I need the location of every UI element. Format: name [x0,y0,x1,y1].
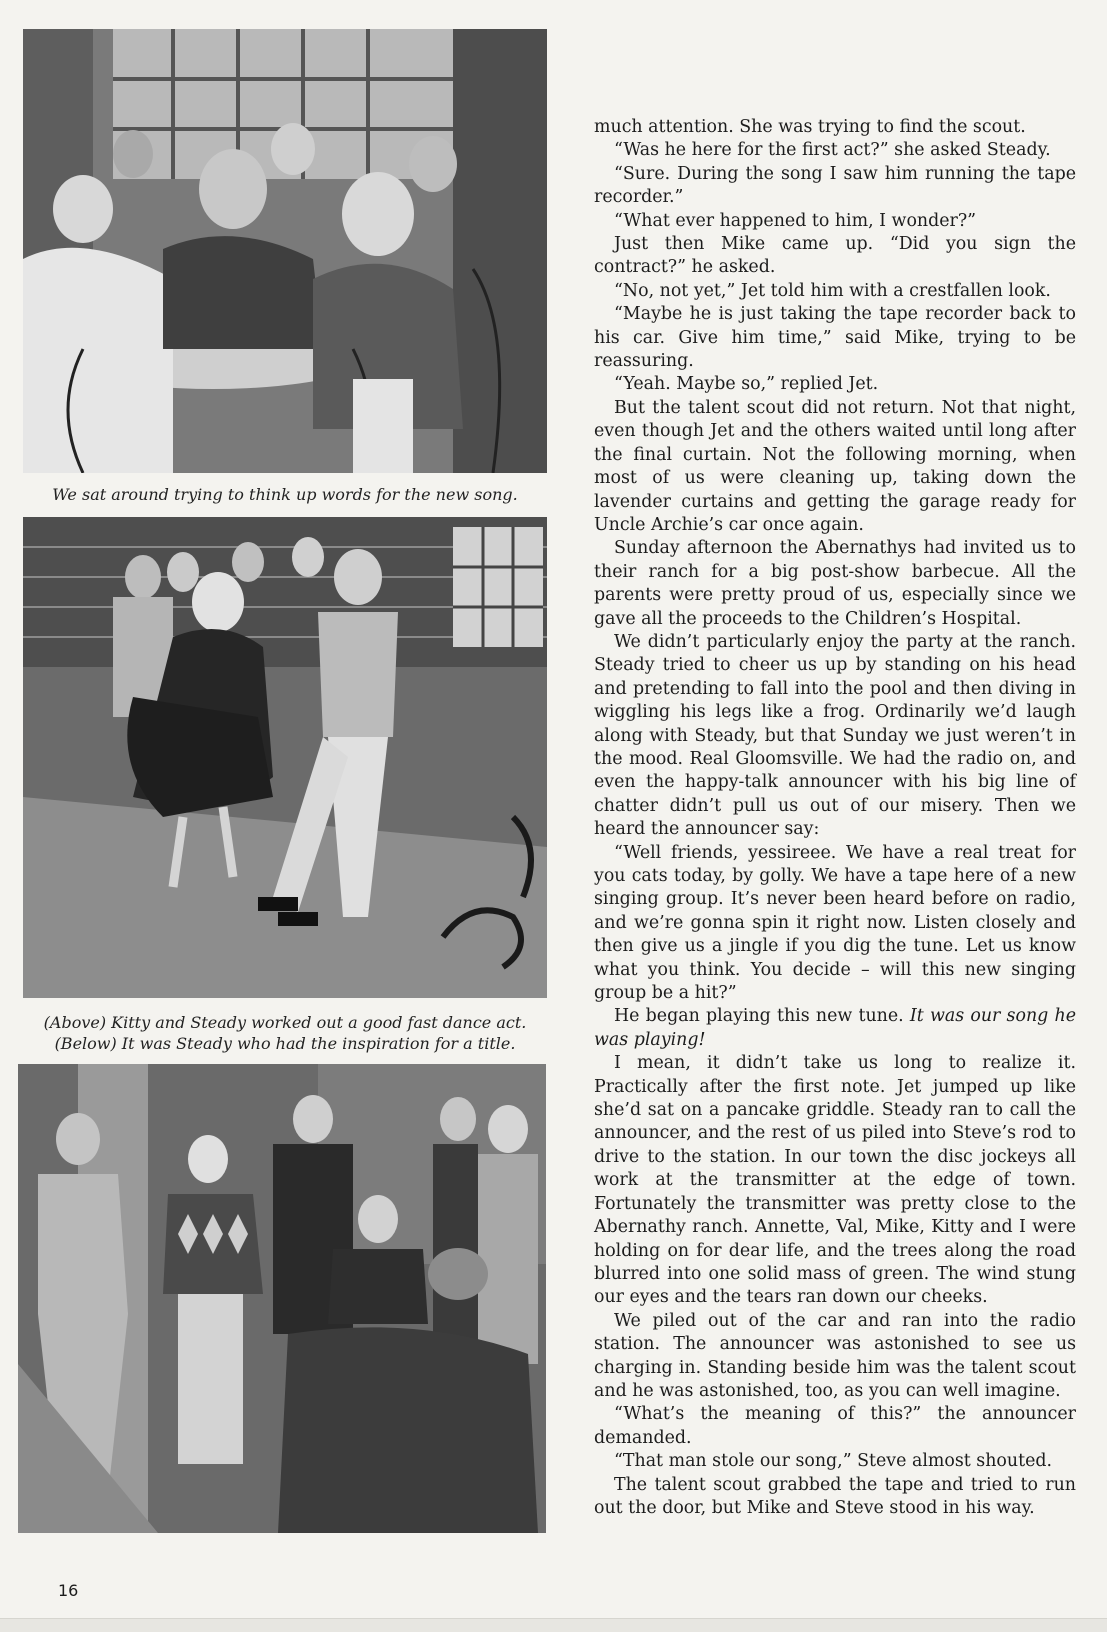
caption-middle-photos [23,1012,547,1054]
paragraph: Sunday afternoon the Abernathys had invited us to their ranch for a big post-show barbecue. All the parents were pretty proud of us, especially since we gave all the proceeds to the Children’s Hospital. [594,538,1076,629]
photo-teens-at-table-illustration [23,29,547,473]
paragraph: “No, not yet,” Jet told him with a crestfallen look. [614,280,1051,301]
photo-dance-act [23,517,547,998]
paragraph: “Maybe he is just taking the tape recorder back to his car. Give him time,” said Mike, trying to be reassuring. [594,304,1076,372]
paragraph-with-italic [594,1005,1076,1052]
paragraph: I mean, it didn’t take us long to realize it. Practically after the first note. Jet jumped up like she’d sat on a pancake griddle. Steady ran to call the announcer, and the rest of us piled into Steve’s rod to drive to the station. In our town the disc jockeys all work at the transmitter at the edge of town. Fortunately the transmitter was pretty close to the Abernathy ranch. Annette, Val, Mike, Kitty and I were holding on for dear life, and the trees along the road blurred into one solid mass of green. The wind stung our eyes and the tears ran down our cheeks. [594,1053,1076,1308]
caption-above: (Above) Kitty and Steady worked out a good fast dance act. [43,1013,527,1032]
photo-group-living-room [18,1064,546,1533]
paragraph: Just then Mike came up. “Did you sign the contract?” he asked. [594,234,1076,278]
paragraph: “Was he here for the first act?” she asked Steady. [614,140,1051,161]
paragraph: “Yeah. Maybe so,” replied Jet. [614,374,879,395]
photo-group-living-room-illustration [18,1064,546,1533]
article-column [594,116,1076,1520]
paragraph: We piled out of the car and ran into the radio station. The announcer was astonished to see us charging in. Standing beside him was the talent scout and he was astonished, too, as you can well imagine. [594,1310,1076,1401]
paragraph: much attention. She was trying to find the scout. [594,117,1026,137]
photo-dance-act-illustration [23,517,547,998]
paragraph: But the talent scout did not return. Not that night, even though Jet and the others waited until long after the final curtain. Not the following morning, when most of us were cleaning up, taking down the lavender curtains and getting the garage ready for Uncle Archie’s car once again. [594,397,1076,535]
caption-below: (Below) It was Steady who had the inspiration for a title. [54,1034,516,1053]
page-edge [0,1618,1107,1632]
paragraph: “Sure. During the song I saw him running the tape recorder.” [594,163,1076,208]
paragraph: “What ever happened to him, I wonder?” [614,210,977,231]
page-number: 16 [58,1581,79,1600]
paragraph: “That man stole our song,” Steve almost shouted. [614,1451,1053,1472]
paragraph: We didn’t particularly enjoy the party at the ranch. Steady tried to cheer us up by standing on his head and pretending to fall into the pool and then diving in wiggling his legs like a frog. Ordinarily we’d laugh along with Steady, but that Sunday we just weren’t in the mood. Real Gloomsville. We had the radio on, and even the happy-talk announcer with his big line of chatter didn’t pull us out of our misery. Then we heard the announcer say: [594,631,1076,840]
paragraph: The talent scout grabbed the tape and tried to run out the door, but Mike and Steve stood in his way. [594,1474,1076,1518]
paragraph: “What’s the meaning of this?” the announcer demanded. [594,1404,1076,1448]
paragraph-text: He began playing this new tune. [614,1006,904,1027]
caption-top-photo: We sat around trying to think up words for the new song. [52,485,518,504]
italic-phrase: It was our song he was playing! [594,1006,1076,1050]
photo-teens-at-table [23,29,547,473]
paragraph: “Well friends, yessireee. We have a real treat for you cats today, by golly. We have a tape here of a new singing group. It’s never been heard before on radio, and we’re gonna spin it right now. Listen closely and then give us a jingle if you dig the tune. Let us know what you think. You decide – will this new singing group be a hit?” [594,842,1076,1004]
